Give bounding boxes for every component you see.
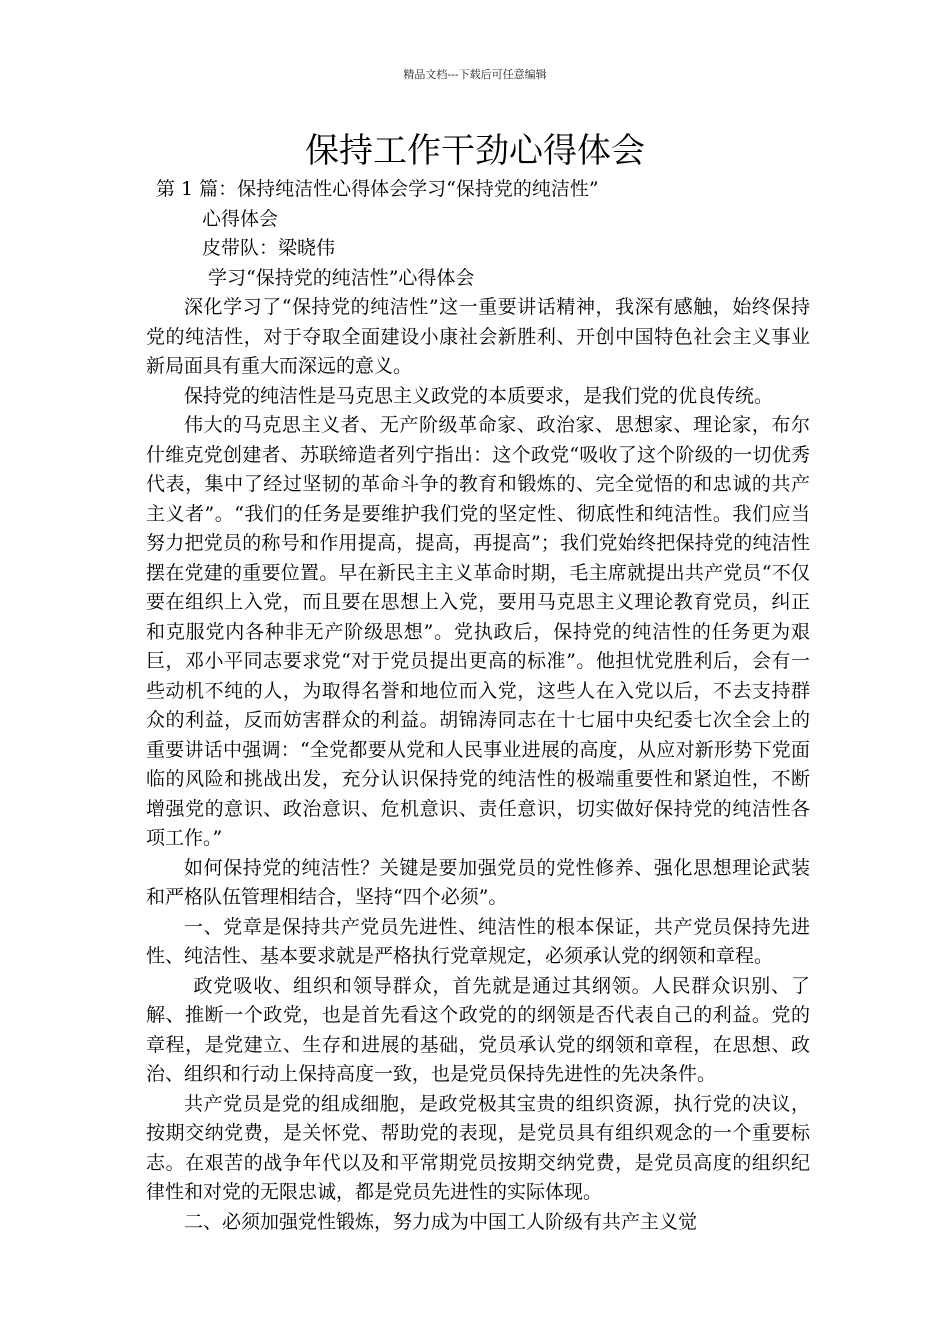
document-subtitle-continuation: 心得体会 (202, 207, 279, 230)
section-heading: 学习“保持党的纯洁性”心得体会 (208, 266, 475, 289)
paragraph: 保持党的纯洁性是马克思主义政党的本质要求，是我们党的优良传统。 (184, 384, 774, 407)
paragraph: 二、必须加强党性锻炼，努力成为中国工人阶级有共产主义觉 (184, 1210, 698, 1233)
document-title: 保持工作干劲心得体会 (305, 131, 645, 171)
document-body (146, 175, 810, 1237)
page-header-note: 精品文档---下载后可任意编辑 (403, 68, 547, 81)
paragraph: 深化学习了“保持党的纯洁性”这一重要讲话精神，我深有感触，始终保持党的纯洁性，对于夺取全面建设小康社会新胜利、开创中国特色社会主义事业新局面具有重大而深远的意义。 (146, 296, 810, 377)
document-subtitle: 第 1 篇：保持纯洁性心得体会学习“保持党的纯洁性” (156, 178, 599, 200)
paragraph: 如何保持党的纯洁性？关键是要加强党员的党性修养、强化思想理论武装和严格队伍管理相结合，坚持“四个必须”。 (146, 856, 810, 908)
paragraph: 一、党章是保持共产党员先进性、纯洁性的根本保证，共产党员保持先进性、纯洁性、基本要求就是严格执行党章规定，必须承认党的纲领和章程。 (146, 915, 810, 967)
paragraph: 共产党员是党的组成细胞，是政党极其宝贵的组织资源，执行党的决议，按期交纳党费，是关怀党、帮助党的表现，是党员具有组织观念的一个重要标志。在艰苦的战争年代以及和平常期党员按期交纳党费，是党员高度的组织纪律性和对党的无限忠诚，都是党员先进性的实际体现。 (146, 1092, 810, 1203)
paragraph: 伟大的马克思主义者、无产阶级革命家、政治家、思想家、理论家，布尔什维克党创建者、苏联缔造者列宁指出：这个政党“吸收了这个阶级的一切优秀代表，集中了经过坚韧的革命斗争的教育和锻炼的、完全觉悟的和忠诚的共产主义者”。“我们的任务是要维护我们党的坚定性、彻底性和纯洁性。我们应当努力把党员的称号和作用提高，提高，再提高”；我们党始终把保持党的纯洁性摆在党建的重要位置。早在新民主主义革命时期，毛主席就提出共产党员“不仅要在组织上入党，而且要在思想上入党，要用马克思主义理论教育党员，纠正和克服党内各种非无产阶级思想”。党执政后，保持党的纯洁性的任务更为艰巨，邓小平同志要求党“对于党员提出更高的标准”。他担忧党胜利后，会有一些动机不纯的人，为取得名誉和地位而入党，这些人在入党以后，不去支持群众的利益，反而妨害群众的利益。胡锦涛同志在十七届中央纪委七次全会上的重要讲话中强调：“全党都要从党和人民事业进展的高度，从应对新形势下党面临的风险和挑战出发，充分认识保持党的纯洁性的极端重要性和紧迫性，不断增强党的意识、政治意识、危机意识、责任意识，切实做好保持党的纯洁性各项工作。” (146, 414, 810, 849)
paragraph: 政党吸收、组织和领导群众，首先就是通过其纲领。人民群众识别、了解、推断一个政党，也是首先看这个政党的的纲领是否代表自己的利益。党的章程，是党建立、生存和进展的基础，党员承认党的纲领和章程，在思想、政治、组织和行动上保持高度一致，也是党员保持先进性的先决条件。 (146, 974, 810, 1085)
document-author: 皮带队：梁晓伟 (202, 237, 336, 259)
